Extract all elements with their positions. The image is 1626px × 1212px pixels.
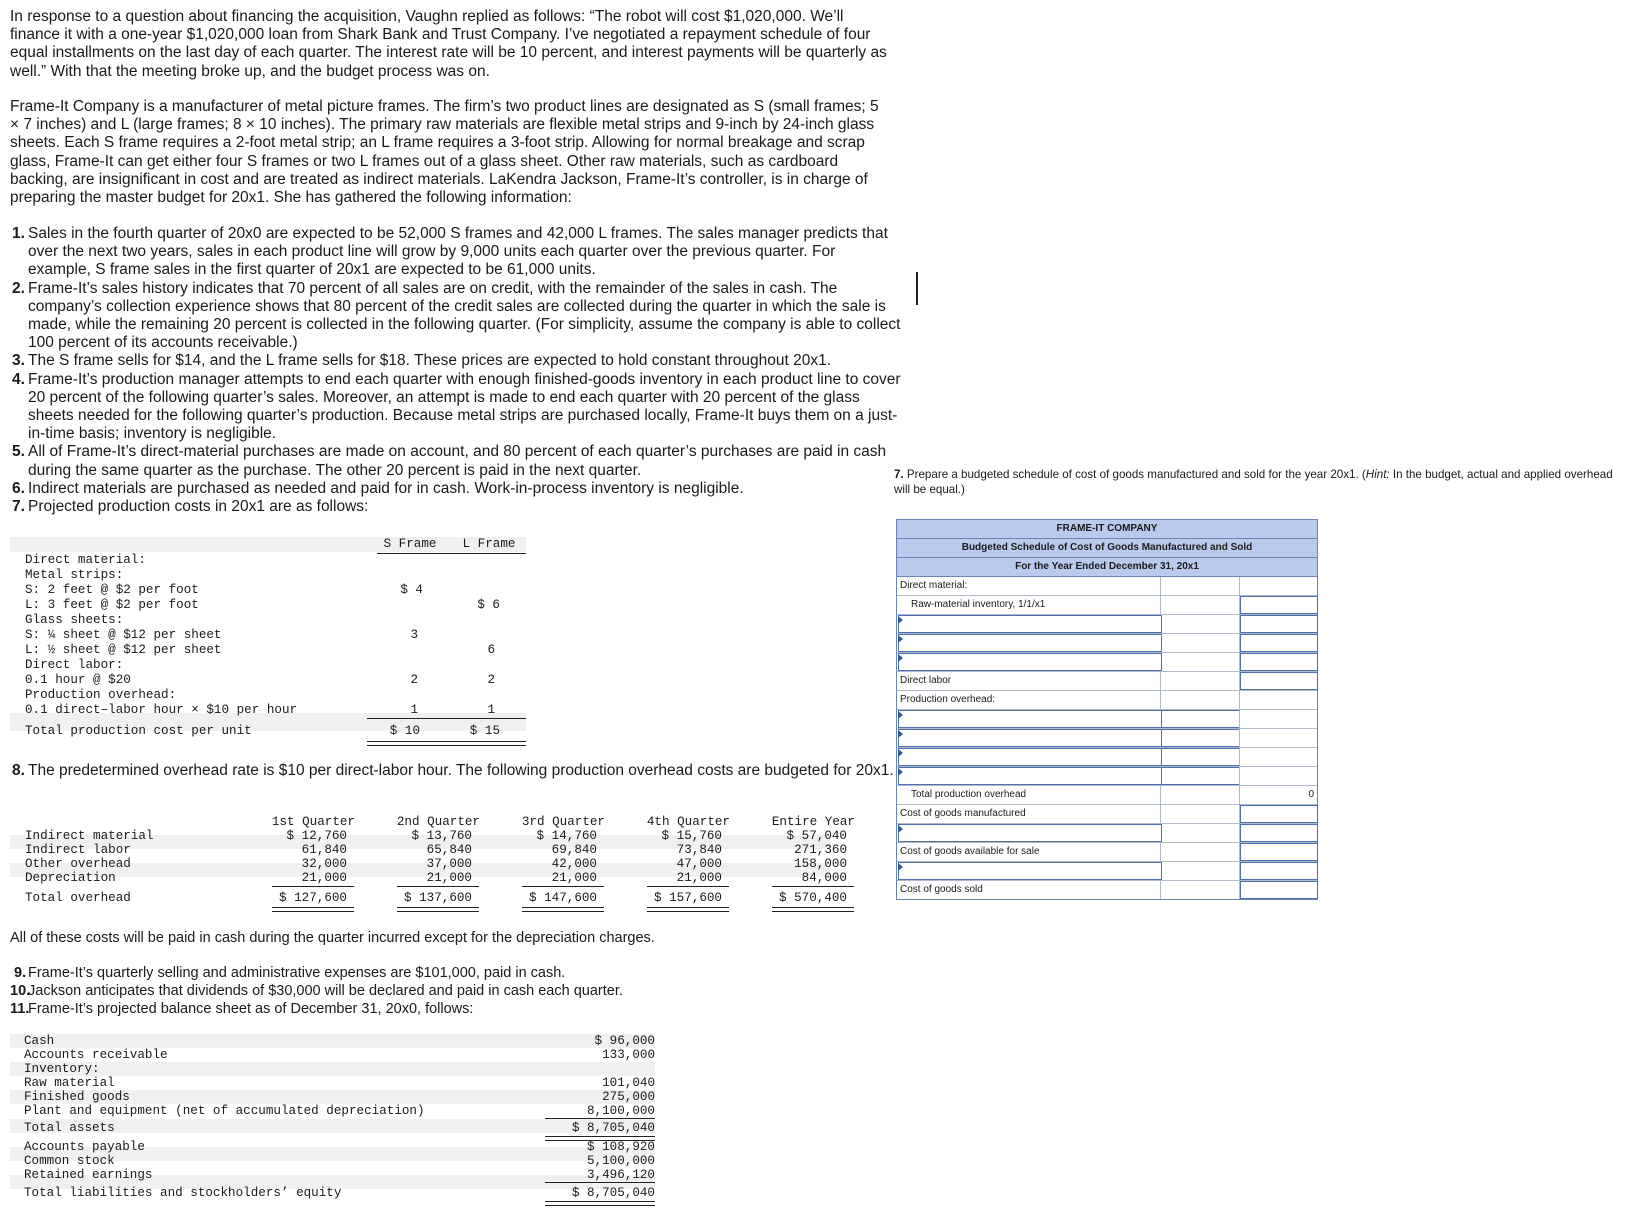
list-number: 5.	[12, 443, 25, 461]
list-number: 2.	[12, 279, 25, 297]
schedule-row-overhead-input	[897, 767, 1317, 786]
list-number: 10.	[10, 983, 31, 1000]
item-8	[12, 762, 902, 780]
cell: 37,000	[426, 857, 472, 871]
row-label: Cash	[24, 1034, 55, 1048]
row-label: Direct labor:	[25, 658, 124, 672]
cogs-input[interactable]	[1240, 881, 1318, 899]
total-double-line	[397, 907, 479, 912]
dropdown-indicator-icon	[898, 863, 903, 871]
row-label: Direct material:	[25, 553, 146, 567]
amount-input[interactable]	[1240, 653, 1318, 671]
overhead-amount-input[interactable]	[1161, 767, 1240, 785]
cell-total: $ 570,400	[778, 891, 847, 905]
list-item	[12, 480, 902, 498]
schedule-row-direct-material	[897, 577, 1317, 596]
list-number: 4.	[12, 370, 25, 388]
question-text-end: In the budget, actual and applied overhead will be equal.)	[894, 468, 1613, 496]
row-label: Direct material:	[900, 580, 968, 591]
cell-total: $ 157,600	[653, 891, 722, 905]
cell-s: 1	[410, 703, 418, 717]
schedule-row-direct-labor	[897, 672, 1317, 691]
cash-note: All of these costs will be paid in cash during the quarter incurred except for the depreciation charges.	[10, 930, 655, 946]
row-label: Indirect labor	[25, 843, 131, 857]
row-label: Glass sheets:	[25, 613, 124, 627]
list-item	[10, 982, 900, 1000]
cell: 271,360	[794, 843, 847, 857]
overhead-label-dropdown[interactable]	[898, 710, 1162, 728]
list-text: The S frame sells for $14, and the L frame sells for $18. These prices are expected to hold constant throughout 20x1.	[28, 352, 832, 370]
list-number: 9.	[14, 965, 27, 981]
list-text: Frame-It’s projected balance sheet as of December 31, 20x0, follows:	[28, 1001, 474, 1018]
dropdown-indicator-icon	[898, 825, 903, 833]
list-item	[12, 225, 902, 280]
amount-input[interactable]	[1240, 634, 1318, 652]
row-label: Inventory:	[24, 1062, 100, 1076]
row-label: Production overhead:	[900, 694, 996, 705]
cell-s-total: $ 10	[389, 724, 420, 738]
col-header: Entire Year	[771, 815, 855, 829]
cell-s: $ 4	[400, 583, 423, 597]
question-7-prompt	[894, 468, 1624, 497]
cell-l-total: $ 15	[469, 724, 500, 738]
hint-label: Hint:	[1365, 468, 1390, 481]
list-item	[12, 443, 902, 479]
list-text: Jackson anticipates that dividends of $30,000 will be declared and paid in cash each quarter.	[28, 983, 623, 1000]
row-label: Depreciation	[25, 871, 116, 885]
cell: 101,040	[602, 1076, 655, 1090]
list-text: The predetermined overhead rate is $10 per direct-labor hour. The following production overhead costs are budgeted for 20x1.	[28, 762, 894, 779]
list-item	[10, 964, 900, 982]
list-text: Sales in the fourth quarter of 20x0 are expected to be 52,000 S frames and 42,000 L frames. The sales manager predicts that over the next two years, sales in each product line will grow by 9,000 units each quarter over the previous quarter. For example, S frame sales in the first quarter of 20x1 are expected to be 61,000 units.	[28, 225, 888, 279]
cell: $ 14,760	[536, 829, 597, 843]
budget-schedule-worksheet	[896, 519, 1318, 900]
row-label: Cost of goods sold	[900, 884, 983, 895]
line-label-dropdown[interactable]	[898, 653, 1162, 671]
row-label: Accounts payable	[24, 1140, 145, 1154]
overhead-label-dropdown[interactable]	[898, 729, 1162, 747]
list-text: Frame-It’s quarterly selling and administrative expenses are $101,000, paid in cash.	[28, 965, 566, 981]
row-label: Retained earnings	[24, 1168, 153, 1182]
cogm-input[interactable]	[1240, 805, 1318, 823]
overhead-label-dropdown[interactable]	[898, 748, 1162, 766]
list-item	[12, 762, 902, 780]
cell: 158,000	[794, 857, 847, 871]
cell-l: 6	[487, 643, 495, 657]
schedule-row-overhead-input	[897, 748, 1317, 767]
list-item	[12, 498, 902, 516]
cell: 21,000	[676, 871, 722, 885]
total-double-line	[772, 907, 854, 912]
overhead-amount-input[interactable]	[1161, 748, 1240, 766]
cell: 5,100,000	[586, 1154, 655, 1168]
table-band	[10, 1062, 655, 1076]
dropdown-indicator-icon	[898, 730, 903, 738]
direct-labor-input[interactable]	[1240, 672, 1318, 690]
intro-paragraph-frameit: Frame-It Company is a manufacturer of metal picture frames. The firm’s two product lines are designated as S (small frames; 5 × 7 inches) and L (large frames; 8 × 10 inches). The primary raw materials are flexible metal strips and 9-inch by 24-inch glass sheets. Each S frame requires a 2-foot metal strip; an L frame requires a 3-foot strip. Allowing for normal breakage and scrap glass, Frame-It can get either four S frames or two L frames out of a glass sheet. Other raw materials, such as cardboard backing, are insignificant in cost and are treated as indirect materials. LaKendra Jackson, Frame-It’s controller, is in charge of preparing the master budget for 20x1. She has gathered the following information:	[10, 98, 879, 207]
list-text: Projected production costs in 20x1 are as follows:	[28, 498, 369, 516]
cell-total: $ 8,705,040	[571, 1121, 655, 1135]
cell-total: $ 137,600	[403, 891, 472, 905]
subtotal-line	[272, 886, 354, 887]
question-text: Prepare a budgeted schedule of cost of goods manufactured and sold for the year 20x1. (	[903, 468, 1366, 481]
list-item	[12, 280, 902, 353]
intro-paragraph-financing: In response to a question about financing the acquisition, Vaughn replied as follows: “The robot will cost $1,020,000. We’ll finance it with a one-year $1,020,000 loan from Shark Bank and Trust Company. I’ve negotiated a repayment schedule of four equal installments on the last day of each quarter. The interest rate will be 10 percent, and interest payments will be quarterly as well.” With that the meeting broke up, and the budget process was on.	[10, 8, 887, 80]
raw-material-inventory-input[interactable]	[1240, 596, 1318, 614]
question-number: 7.	[894, 468, 904, 481]
row-label: Raw-material inventory, 1/1/x1	[911, 599, 1046, 610]
overhead-amount-input[interactable]	[1161, 710, 1240, 728]
list-text: Frame-It’s production manager attempts to end each quarter with enough finished-goods inventory in each product line to cover 20 percent of the following quarter’s sales. Moreover, an attempt is made to end each quarter with 20 percent of the glass sheets needed for the following quarter’s production. Because metal strips are purchased locally, Frame-It buys them on a just-in-time basis; inventory is negligible.	[28, 370, 901, 443]
list-number: 8.	[12, 762, 25, 779]
cell: 8,100,000	[586, 1104, 655, 1118]
cell: 3,496,120	[586, 1168, 655, 1182]
row-label: 0.1 direct–labor hour × $10 per hour	[25, 703, 298, 717]
row-label: L: 3 feet @ $2 per foot	[25, 598, 199, 612]
line-label-dropdown[interactable]	[898, 615, 1162, 633]
total-double-line	[272, 907, 354, 912]
dropdown-indicator-icon	[898, 616, 903, 624]
cell: 32,000	[301, 857, 347, 871]
amount-input[interactable]	[1240, 824, 1318, 842]
cell-total: $ 8,705,040	[571, 1186, 655, 1200]
schedule-row-cogafs	[897, 843, 1317, 862]
schedule-row-input	[897, 615, 1317, 634]
schedule-row-total-production-overhead	[897, 786, 1317, 805]
row-label: Production overhead:	[25, 688, 177, 702]
cell: $ 96,000	[594, 1034, 655, 1048]
schedule-row-overhead-input	[897, 710, 1317, 729]
cell-total: $ 127,600	[278, 891, 347, 905]
row-label: Accounts receivable	[24, 1048, 168, 1062]
row-label: Cost of goods available for sale	[900, 846, 1040, 857]
cell: 84,000	[801, 871, 847, 885]
list-number: 11.	[10, 1001, 30, 1018]
schedule-row-input	[897, 634, 1317, 653]
schedule-row-cogm	[897, 805, 1317, 824]
row-label: Cost of goods manufactured	[900, 808, 1026, 819]
list-number: 1.	[12, 225, 25, 242]
schedule-row-cogs	[897, 881, 1317, 899]
total-double-line	[647, 907, 729, 912]
cell: 65,840	[426, 843, 472, 857]
cogafs-input[interactable]	[1240, 843, 1318, 861]
subtotal-line	[772, 886, 854, 887]
overhead-amount-input[interactable]	[1161, 729, 1240, 747]
dropdown-indicator-icon	[898, 635, 903, 643]
cell-l: 1	[487, 703, 495, 717]
list-item	[12, 371, 902, 444]
row-label: Other overhead	[25, 857, 131, 871]
table-band	[10, 537, 526, 552]
row-label-total: Total liabilities and stockholders’ equity	[24, 1186, 342, 1200]
cell-s: 2	[410, 673, 418, 687]
cell: 69,840	[551, 843, 597, 857]
line-label-dropdown[interactable]	[898, 824, 1162, 842]
schedule-row-input	[897, 862, 1317, 881]
cell: 73,840	[676, 843, 722, 857]
schedule-company: FRAME-IT COMPANY	[897, 520, 1317, 539]
schedule-row-overhead-input	[897, 729, 1317, 748]
cell: 42,000	[551, 857, 597, 871]
row-label: S: 2 feet @ $2 per foot	[25, 583, 199, 597]
list-number: 3.	[12, 352, 25, 370]
subtotal-line	[545, 1118, 655, 1119]
schedule-row-input	[897, 824, 1317, 843]
subtotal-line	[397, 886, 479, 887]
cell: $ 12,760	[286, 829, 347, 843]
cell-s: 3	[410, 628, 418, 642]
row-label-total: Total assets	[24, 1121, 115, 1135]
schedule-row-production-overhead	[897, 691, 1317, 710]
total-production-overhead-value: 0	[1308, 789, 1314, 800]
list-text: Frame-It’s sales history indicates that 70 percent of all sales are on credit, with the remainder of the sales in cash. The company’s collection experience shows that 80 percent of the credit sales are collected during the quarter in which the sale is made, while the remaining 20 percent is collected in the following quarter. (For simplicity, assume the company is able to collect 100 percent of its accounts receivable.)	[28, 279, 901, 352]
col-header: 1st Quarter	[271, 815, 355, 829]
cell: 61,840	[301, 843, 347, 857]
list-number: 6.	[12, 479, 25, 497]
cell: $ 15,760	[661, 829, 722, 843]
row-label-total: Total overhead	[25, 891, 131, 905]
total-double-line	[545, 1201, 655, 1206]
cell: $ 108,920	[586, 1140, 655, 1154]
row-label: Indirect material	[25, 829, 154, 843]
row-label-total: Total production cost per unit	[25, 724, 252, 738]
row-label: Common stock	[24, 1154, 115, 1168]
items-9-11	[10, 964, 900, 1019]
cell-l: $ 6	[477, 598, 500, 612]
subtotal-line	[367, 718, 526, 719]
col-header-s-frame: S Frame	[383, 537, 437, 551]
cell: 47,000	[676, 857, 722, 871]
list-item	[12, 352, 902, 370]
cell-total: $ 147,600	[528, 891, 597, 905]
cell: $ 13,760	[411, 829, 472, 843]
subtotal-line	[522, 886, 604, 887]
row-label: 0.1 hour @ $20	[25, 673, 131, 687]
subtotal-line	[545, 1182, 655, 1183]
list-text: All of Frame-It’s direct-material purchases are made on account, and 80 percent of each quarter’s purchases are paid in cash during the same quarter as the purchase. The other 20 percent is paid in the next quarter.	[28, 443, 887, 479]
row-label: Metal strips:	[25, 568, 124, 582]
list-text: Indirect materials are purchased as needed and paid for in cash. Work-in-process inventory is negligible.	[28, 479, 744, 497]
row-label: Direct labor	[900, 675, 952, 686]
amount-input[interactable]	[1240, 862, 1318, 880]
total-double-line	[522, 907, 604, 912]
overhead-label-dropdown[interactable]	[898, 767, 1162, 785]
row-label: Plant and equipment (net of accumulated depreciation)	[24, 1104, 425, 1118]
row-label: L: ½ sheet @ $12 per sheet	[25, 643, 222, 657]
cell: 21,000	[551, 871, 597, 885]
cell: 275,000	[602, 1090, 655, 1104]
line-label-dropdown[interactable]	[898, 634, 1162, 652]
line-label-dropdown[interactable]	[898, 862, 1162, 880]
schedule-period: For the Year Ended December 31, 20x1	[897, 558, 1317, 577]
cell: 21,000	[426, 871, 472, 885]
row-label: Finished goods	[24, 1090, 130, 1104]
subtotal-line	[647, 886, 729, 887]
list-number: 7.	[12, 498, 25, 516]
schedule-title: Budgeted Schedule of Cost of Goods Manufactured and Sold	[897, 539, 1317, 558]
col-header: 3rd Quarter	[521, 815, 605, 829]
cell: $ 57,040	[786, 829, 847, 843]
dropdown-indicator-icon	[898, 654, 903, 662]
col-header-l-frame: L Frame	[462, 537, 516, 551]
col-header: 2nd Quarter	[396, 815, 480, 829]
amount-input[interactable]	[1240, 615, 1318, 633]
cell-l: 2	[487, 673, 495, 687]
dropdown-indicator-icon	[898, 768, 903, 776]
requirements-list	[12, 225, 902, 516]
cell: 21,000	[301, 871, 347, 885]
text-cursor	[916, 272, 918, 305]
dropdown-indicator-icon	[898, 749, 903, 757]
dropdown-indicator-icon	[898, 711, 903, 719]
header-underline	[377, 553, 526, 554]
row-label: S: ¼ sheet @ $12 per sheet	[25, 628, 222, 642]
total-double-line	[367, 741, 526, 746]
row-label: Total production overhead	[911, 789, 1027, 800]
row-label: Raw material	[24, 1076, 115, 1090]
schedule-row-raw-material-inventory	[897, 596, 1317, 615]
cell: 133,000	[602, 1048, 655, 1062]
list-item	[10, 1000, 900, 1018]
schedule-row-input	[897, 653, 1317, 672]
col-header: 4th Quarter	[646, 815, 730, 829]
